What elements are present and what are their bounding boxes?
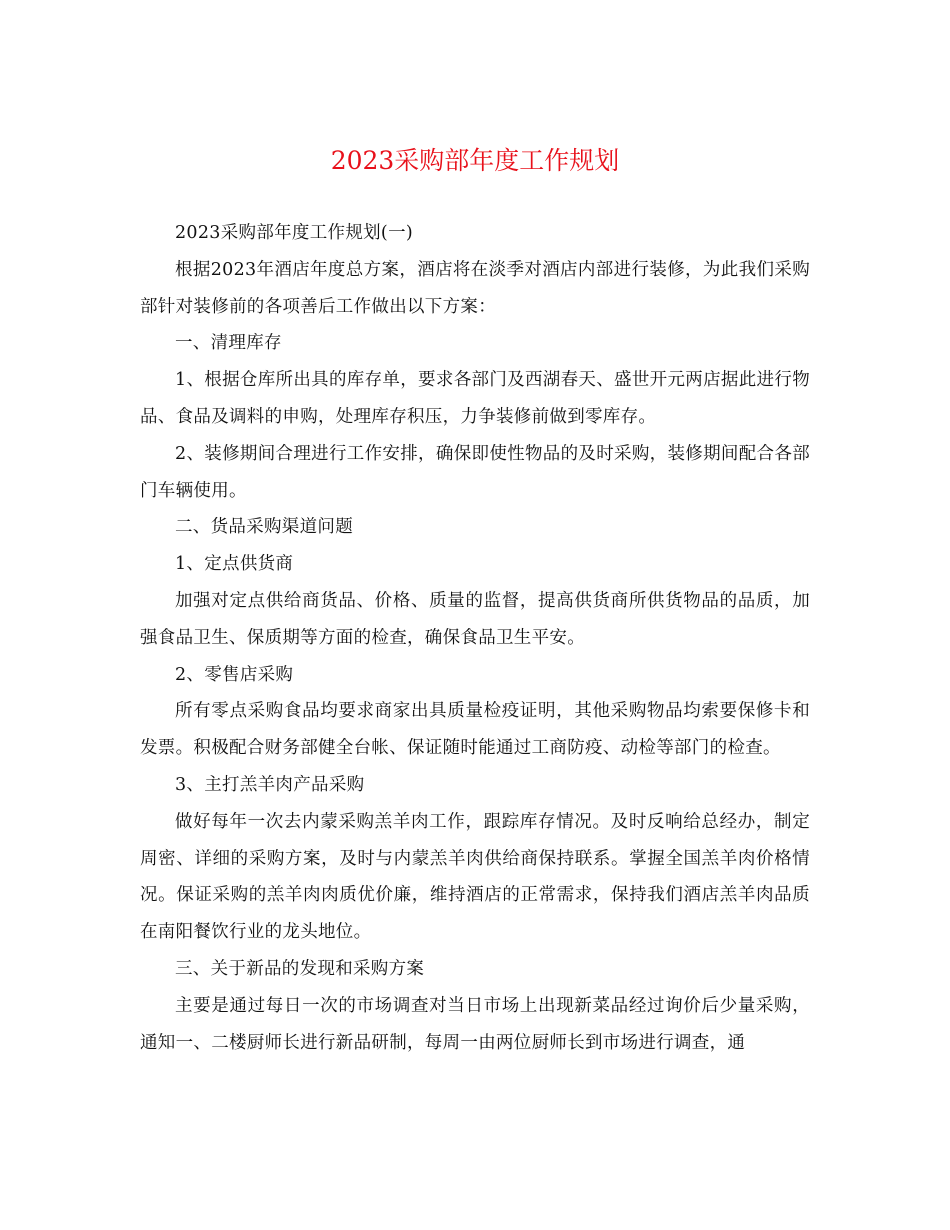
- section-heading-3: 三、关于新品的发现和采购方案: [175, 958, 425, 979]
- paragraph-2-3: 做好每年一次去内蒙采购羔羊肉工作，跟踪库存情况。及时反响给总经办，制定周密、详细的采购方案，及时与内蒙羔羊肉供给商保持联系。掌握全国羔羊肉价格情况。保证采购的羔羊肉肉质优价廉，维持酒店的正常需求，保持我们酒店羔羊肉品质在南阳餐饮行业的龙头地位。: [140, 811, 810, 943]
- paragraph-subtitle: 2023采购部年度工作规划(一): [175, 223, 413, 243]
- subheading-2-3: 3、主打羔羊肉产品采购: [175, 774, 365, 795]
- paragraph-1-1: 1、根据仓库所出具的库存单，要求各部门及西湖春天、盛世开元两店据此进行物品、食品及调料的申购，处理库存积压，力争装修前做到零库存。: [140, 370, 810, 427]
- section-heading-2: 二、货品采购渠道问题: [175, 517, 353, 538]
- subheading-2-2: 2、零售店采购: [175, 664, 294, 685]
- document-body: [140, 215, 810, 1061]
- document-title: 2023采购部年度工作规划: [330, 146, 620, 175]
- paragraph-intro: 根据2023年酒店年度总方案，酒店将在淡季对酒店内部进行装修，为此我们采购部针对装修前的各项善后工作做出以下方案：: [140, 259, 810, 317]
- paragraph-2-1: 加强对定点供给商货品、价格、质量的监督，提高供货商所供货物品的品质，加强食品卫生、保质期等方面的检查，确保食品卫生平安。: [140, 590, 810, 648]
- section-heading-1: 一、清理库存: [175, 333, 282, 354]
- paragraph-3: 主要是通过每日一次的市场调查对当日市场上出现新菜品经过询价后少量采购，通知一、二楼厨师长进行新品研制，每周一由两位厨师长到市场进行调查，通: [140, 995, 810, 1053]
- paragraph-2-2: 所有零点采购食品均要求商家出具质量检疫证明，其他采购物品均索要保修卡和发票。积极配合财务部健全台帐、保证随时能通过工商防疫、动检等部门的检查。: [140, 701, 810, 759]
- paragraph-1-2: 2、装修期间合理进行工作安排，确保即使性物品的及时采购，装修期间配合各部门车辆使用。: [140, 443, 810, 501]
- subheading-2-1: 1、定点供货商: [175, 554, 294, 575]
